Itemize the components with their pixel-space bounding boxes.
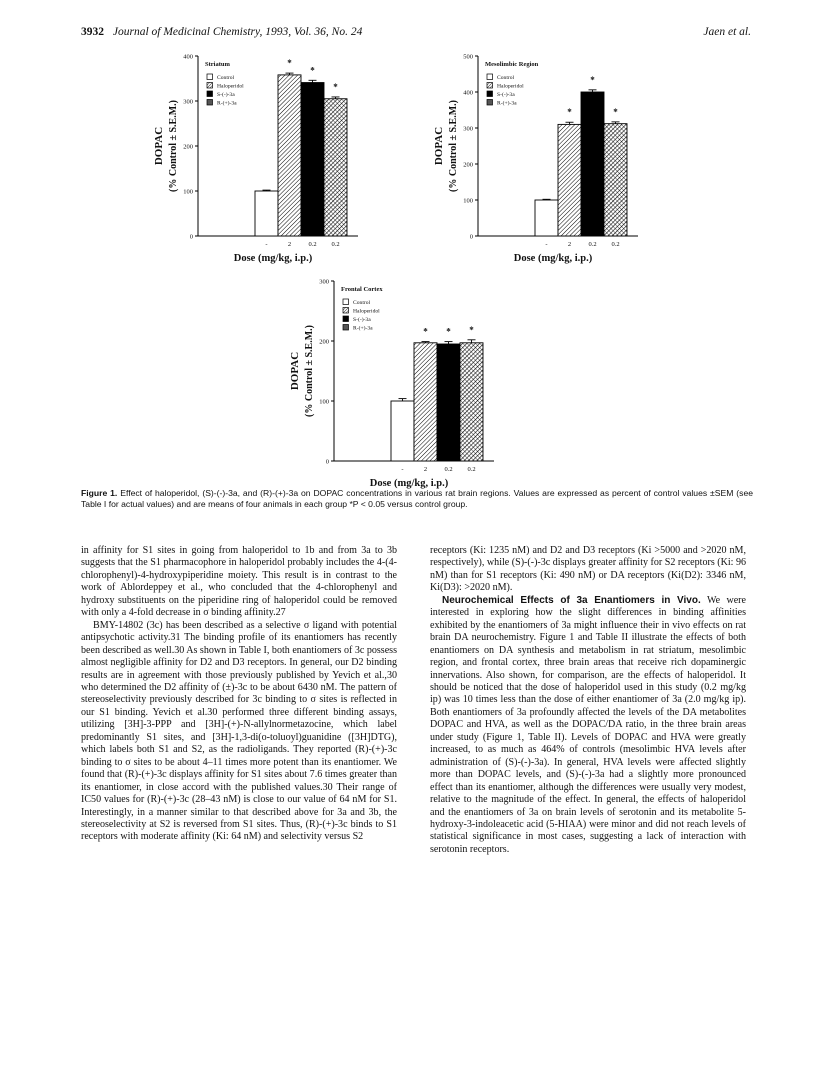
significance-marker: *: [333, 81, 338, 92]
legend-label: S-(-)-3a: [497, 92, 515, 98]
legend-swatch: [207, 74, 213, 80]
y-axis-label: DOPAC: [289, 351, 301, 391]
bar: [558, 124, 581, 236]
y-tick-label: 0: [469, 233, 473, 241]
y-tick-label: 300: [463, 125, 473, 133]
bar: [437, 344, 460, 461]
legend-label: Control: [217, 75, 235, 81]
bar: [391, 401, 414, 461]
legend-label: S-(-)-3a: [353, 317, 371, 323]
x-tick-label: -: [265, 241, 268, 248]
significance-marker: *: [613, 106, 618, 117]
y-tick-label: 400: [183, 53, 193, 61]
left-column: [81, 545, 397, 844]
legend-label: R-(+)-3a: [217, 100, 237, 107]
bar: [278, 75, 301, 236]
significance-marker: *: [590, 74, 595, 85]
section-text: We were interested in exploring how the slight differences in binding affinities exhibited by the enantiomers of 3a might influence their in vivo effects on rat brain DA neurochemistry. Figure 1 and Table II illustrate the effects of both enantiomers on DA synthesis and metabolism in rat striatum, mesolimbic region, and frontal cortex, three brain areas that receive rich dopaminergic innervations. Also shown, for comparison, are the effects of haloperidol. It should be noticed that the dose of haloperidol used in this study (0.2 mg/kg ip) was 10 times less than the dose of either enantiomer of 3a (2.0 mg/kg ip). Both enantiomers of 3a profoundly affected the levels of the DA metabolites DOPAC and HVA, as well as the DOPAC/DA ratio, in the three brain areas under study (Figure 1, Table II). Levels of DOPAC and HVA were greatly increased, to as much as 464% of controls (mesolimbic HVA levels after administration of (S)-(-)-3a). In general, HVA levels were affected slightly more than DOPAC levels, and (S)-(-)-3a had a slightly more pronounced effect than its enantiomer, although the differences were usually very modest, relative to the magnitude of the effect. In general, the effects of haloperidol and the enantiomers of 3a on brain levels of serotonin and its metabolite 5-hydroxy-3-indoleacetic acid (5-HIAA) were minor and did not reach levels of statistical significance in most cases, suggesting a lack of interaction with serotonin receptors.: [430, 594, 746, 855]
legend-swatch: [487, 74, 493, 80]
y-tick-label: 400: [463, 89, 473, 97]
y-tick-label: 100: [183, 188, 193, 196]
caption-text: Effect of haloperidol, (S)-(-)-3a, and (R)-(+)-3a on DOPAC concentrations in various rat brain regions. Values are expressed as percent of control values ±SEM (see Table I for actual values) and are means of four animals in each group *P < 0.05 versus control group.: [81, 488, 753, 509]
y-tick-label: 100: [319, 398, 329, 406]
legend-swatch: [343, 308, 349, 314]
legend-swatch: [343, 316, 349, 322]
bar: [581, 92, 604, 236]
x-tick-label: 0.2: [331, 241, 340, 248]
legend-swatch: [487, 91, 493, 97]
paragraph: receptors (Ki: 1235 nM) and D2 and D3 receptors (Ki >5000 and >2020 nM, respectively), while (S)-(-)-3c displays greater affinity for S2 receptors (Ki: 96 nM) than for S1 receptors (Ki: 490 nM) or DA receptors (Ki(D2): 3346 nM, Ki(D3): >2020 nM).: [430, 545, 746, 594]
y-tick-label: 100: [463, 197, 473, 205]
x-tick-label: 2: [287, 241, 292, 248]
chart-svg: [276, 275, 521, 490]
running-header: [81, 26, 362, 38]
legend-swatch: [343, 299, 349, 305]
x-tick-label: 2: [423, 466, 428, 473]
y-tick-label: 200: [183, 143, 193, 151]
y-axis-label: DOPAC: [433, 126, 445, 166]
y-tick-label: 0: [189, 233, 193, 241]
author-header: Jaen et al.: [703, 26, 751, 38]
x-axis-label: Dose (mg/kg, i.p.): [233, 253, 313, 264]
y-axis-label-units: (% Control ± S.E.M.): [168, 100, 179, 192]
legend-label: S-(-)-3a: [217, 92, 235, 98]
y-tick-label: 300: [183, 98, 193, 106]
y-tick-label: 0: [325, 458, 329, 466]
legend-swatch: [207, 83, 213, 89]
significance-marker: *: [310, 65, 315, 76]
bar: [414, 343, 437, 461]
chart-mesolimbic: [420, 50, 665, 265]
paragraph-section: [430, 595, 746, 857]
x-axis-label: Dose (mg/kg, i.p.): [513, 253, 593, 264]
legend-label: Control: [353, 300, 371, 306]
paragraph: in affinity for S1 sites in going from haloperidol to 1b and from 3a to 3b suggests that the S1 pharmacophore in haloperidol probably includes the 4-(4-chlorophenyl)-4-hydroxypiperidine moiety. This result is in contrast to the work of Ablordeppey et al., who concluded that the 4-chlorophenyl and hydroxy substituents on the piperidine ring of haloperidol could be removed with only a 4-fold decrease in σ binding affinity.27: [81, 545, 397, 619]
caption-label: Figure 1.: [81, 488, 118, 498]
x-tick-label: -: [401, 466, 404, 473]
legend-swatch: [487, 100, 493, 106]
bar: [301, 83, 324, 236]
legend-label: Haloperidol: [353, 308, 380, 315]
y-tick-label: 500: [463, 53, 473, 61]
y-tick-label: 300: [319, 278, 329, 286]
legend-label: R-(+)-3a: [353, 325, 373, 332]
x-tick-label: 0.2: [308, 241, 317, 248]
legend-label: R-(+)-3a: [497, 100, 517, 107]
x-tick-label: 0.2: [444, 466, 453, 473]
y-tick-label: 200: [463, 161, 473, 169]
right-column: [430, 545, 746, 856]
significance-marker: *: [446, 326, 451, 337]
legend-label: Haloperidol: [497, 83, 524, 90]
legend-swatch: [207, 91, 213, 97]
bar: [255, 191, 278, 236]
legend-label: Haloperidol: [217, 83, 244, 90]
bar: [604, 124, 627, 236]
chart-svg: [420, 50, 665, 265]
bar: [460, 343, 483, 461]
chart-svg: [140, 50, 385, 265]
journal-citation: Journal of Medicinal Chemistry, 1993, Vol. 36, No. 24: [112, 26, 363, 38]
y-tick-label: 200: [319, 338, 329, 346]
bar: [535, 200, 558, 236]
x-tick-label: 0.2: [611, 241, 620, 248]
significance-marker: *: [423, 326, 428, 337]
x-axis-label: Dose (mg/kg, i.p.): [369, 478, 449, 489]
paragraph: BMY-14802 (3c) has been described as a selective σ ligand with potential antipsychotic activity.31 The binding profile of its enantiomers has recently been described as well.30 As shown in Table I, both enantiomers of 3c possess almost negligible affinity for D2 and D3 receptors. In general, our D2 binding results are in agreement with those previously published by Yevich et al.,30 who determined the D2 affinity of (±)-3c to be about 6430 nM. The pattern of stereoselectivity previously described for 3c binding to σ sites is reflected in our S1 binding. Yevich et al.30 performed three different binding assays, utilizing [3H]-3-PPP and [3H]-(+)-N-allylnormetazocine, which label predominantly S1 sites, and [3H]-1,3-di(o-toluoyl)guanidine ([3H]DTG), which labels both S1 and S2, as the radioligands. They reported (R)-(+)-3c binding to σ sites to be about 4–11 times more potent than its enantiomer. We found that (R)-(+)-3c displays affinity for S1 sites about 7.6 times greater than its enantiomer, in close accord with the published values.30 Their range of IC50 values for (R)-(+)-3c (28–43 nM) is close to our value of 64 nM for S1. Interestingly, in a manner similar to that described above for 3a and 3b, the stereoselectivity at S2 is reversed from S1 sites. Thus, (R)-(+)-3c binds to S1 receptors with moderate affinity (Ki: 64 nM) and selectivity versus S2: [81, 619, 397, 843]
x-tick-label: -: [545, 241, 548, 248]
x-tick-label: 2: [567, 241, 572, 248]
y-axis-label-units: (% Control ± S.E.M.): [304, 325, 315, 417]
legend-swatch: [207, 100, 213, 106]
legend-swatch: [487, 83, 493, 89]
figure-caption: [81, 488, 753, 510]
legend-label: Control: [497, 75, 515, 81]
y-axis-label: DOPAC: [153, 126, 165, 166]
y-axis-label-units: (% Control ± S.E.M.): [448, 100, 459, 192]
bar: [324, 99, 347, 236]
chart-title: Frontal Cortex: [341, 286, 383, 293]
chart-title: Striatum: [205, 61, 230, 68]
page-number: 3932: [81, 26, 104, 38]
chart-frontal-cortex: [276, 275, 521, 490]
legend-swatch: [343, 325, 349, 331]
chart-striatum: [140, 50, 385, 265]
x-tick-label: 0.2: [588, 241, 597, 248]
significance-marker: *: [567, 107, 572, 118]
x-tick-label: 0.2: [467, 466, 476, 473]
chart-title: Mesolimbic Region: [485, 61, 539, 68]
section-heading: Neurochemical Effects of 3a Enantiomers in Vivo.: [442, 594, 701, 606]
significance-marker: *: [287, 58, 292, 69]
significance-marker: *: [469, 324, 474, 335]
